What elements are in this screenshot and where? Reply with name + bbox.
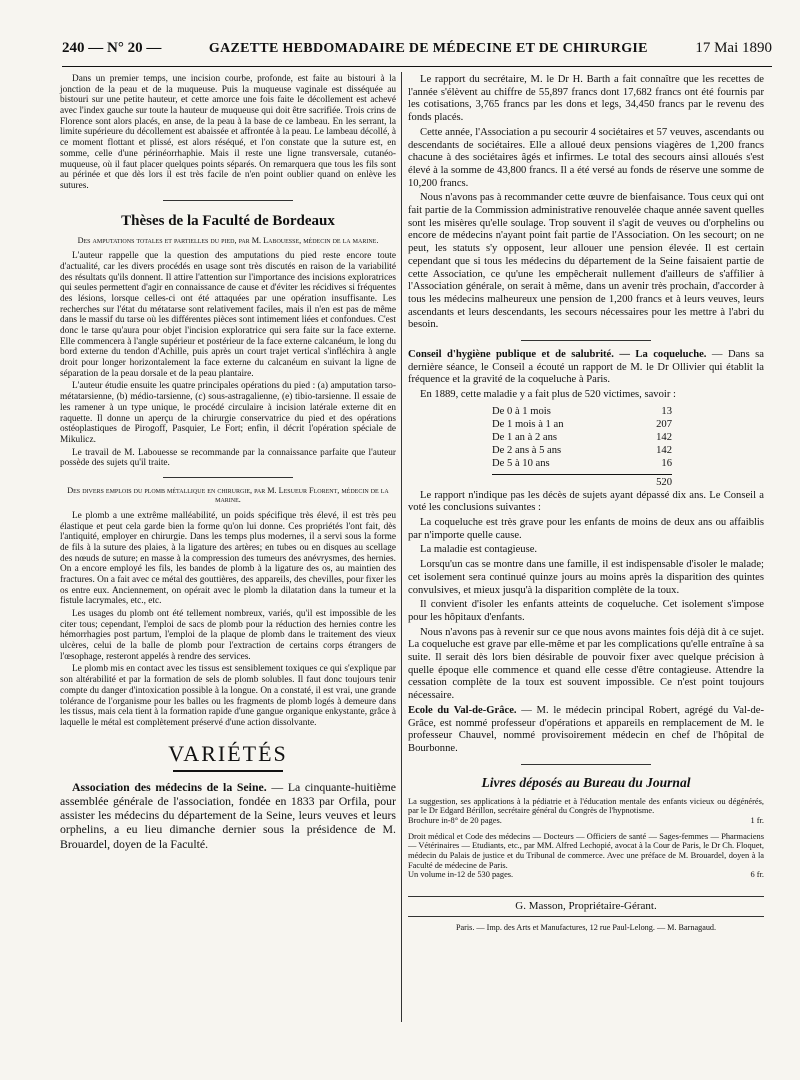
thesis-paragraph-3: Le travail de M. Labouesse se recommande par la connaissance parfaite que l'auteur possède des sujets qu'il traite. (60, 447, 396, 469)
report-paragraph-1: Le rapport du secrétaire, M. le Dr H. Barth a fait connaître que les recettes de l'année s'élèvent au chiffre de 55,897 francs dont 17,682 francs ont été fournis par les cotisations, 3,765 francs par les dons et legs, 34,450 francs par le revenu des fonds placés. (408, 74, 764, 124)
conclusion-intro: Le rapport n'indique pas les décès de sujets ayant dépassé dix ans. Le Conseil a voté les conclusions suivantes : (408, 489, 764, 514)
issue-date: 17 Mai 1890 (695, 40, 772, 56)
separator (521, 340, 651, 341)
varietes-rule (173, 770, 283, 772)
left-column (60, 74, 396, 853)
book-entry-1: La suggestion, ses applications à la pédiatrie et à l'éducation mentale des enfants vicieux ou dégénérés, par le Dr Edgard Bérillon, secrétaire général du Congrès de l'hypnotisme. Brochure in-8° de 20 pages. 1 fr. (408, 796, 764, 826)
victims-intro: En 1889, cette maladie y a fait plus de 520 victimes, savoir : (420, 389, 676, 401)
separator (521, 764, 651, 765)
thesis-paragraph-1: L'auteur rappelle que la question des amputations du pied reste encore toute d'actualité, car les divers procédés en usage sont très discutés en raison de la variabilité des résultats qu'ils donnent. Il attire l'attention sur l'importance des incisions exploratrices qui seules permettent d'agir en connaissance de cause et d'éviter les récidives si fréquentes des lésions, lorsque celles-ci ont été attaquées par une opération insuffisante. Les recherches sur l'état du métatarse sont relativement faciles, mais il n'en est pas de même dans le massif du tarse où les différentes pièces sont intimement liées et confondues. C'est donc le tarse qu'aura pour objet l'incision exploratrice qui sera faite sur la face externe. Elle commencera à l'angle supérieur et postérieur de la face externe calcanéum, le long du bord externe du tendon d'Achille, puis après un court trajet vertical s'infléchira à angle droit pour longer horizontalement la face externe du calcanéum en suivant la ligne de séparation de la peau dorsale et de la peau plantaire. (60, 251, 396, 379)
thesis-subtitle-2: Des divers emplois du plomb métallique en chirurgie, par M. Lesueur Florent, médecin de la marine. (67, 485, 389, 505)
conseil-paragraph (408, 349, 764, 387)
table-total: 520 (492, 474, 672, 490)
report-paragraph-3: Nous n'avons pas à recommander cette œuvre de bienfaisance. Tous ceux qui ont fait partie de la Commission administrative renouvelée chaque année savent quelles sont les misères qu'elle soulage. Trop souvent il s'agit de veuves ou d'orphelins ou encore de médecins n'ayant point fait partie de l'Association. On les secourt; on ne peut, les statuts s'y opposent, leur allouer une pension élevée. Il est certain cependant que si tous les médecins du département de la Seine faisaient partie de cette Association, ce qu'une les empêcherait nullement d'ailleurs de s'affilier à l'Association générale, on serait à même, dans un avenir très prochain, d'accorder à tous les médecins malheureux une pension de 1,200 francs et à leurs veuves, leurs ascendants et leurs descendants, les secours nécessaires pour les mettre à l'abri du besoin. (408, 192, 764, 331)
table-row: De 2 ans à 5 ans 142 (492, 444, 672, 456)
separator (163, 477, 293, 478)
book-entry-2: Droit médical et Code des médecins — Docteurs — Officiers de santé — Sages-femmes — Pharmaciens — Vétérinaires — Etudiants, etc., par MM. Alfred Lechopié, avocat à la Cour de Paris, le Dr Ch. Floquet, médecin du Palais de justice et du Tribunal de commerce. Avec une préface de M. Brouardel, doyen à la Faculté de médecine de Paris. Un volume in-12 de 530 pages. 6 fr. (408, 831, 764, 880)
theses-heading: Thèses de la Faculté de Bordeaux (121, 212, 335, 229)
conseil-text: — Dans sa dernière séance, le Conseil a écouté un rapport de M. le Dr Ollivier qui établit la fréquence et la gravité de la coqueluche à Paris. (408, 349, 765, 386)
association-title: Association des médecins de la Seine. (72, 779, 267, 794)
conclusion-2: La maladie est contagieuse. (420, 544, 538, 556)
table-row: De 0 à 1 mois 13 (492, 405, 672, 417)
column-divider (401, 72, 402, 1022)
page-header (62, 40, 772, 67)
lead-paragraph-3: Le plomb mis en contact avec les tissus est sensiblement toxiques ce qui s'explique par son altérabilité et par la formation de sels de plomb solubles. Il faut donc toujours tenir compte du danger d'intoxication possible à la longue. On a constaté, il est vrai, une grande tolérance de l'organisme pour les balles ou les fragments de plomb logés à demeure dans les tissus, mais cela tient à la formation rapide d'une gangue organique enkystante, grâce à laquelle le métal est complètement préservé d'une action dissolvante. (60, 664, 396, 728)
livres-heading: Livres déposés au Bureau du Journal (481, 774, 691, 790)
conclusion-4: Il convient d'isoler les enfants atteints de coqueluche. Cet isolement s'impose pour les hôpitaux d'enfants. (408, 599, 764, 623)
imprint-line: Paris. — Imp. des Arts et Manufactures, 12 rue Paul-Lelong. — M. Barnagaud. (455, 923, 717, 933)
publisher-line: G. Masson, Propriétaire-Gérant. (408, 896, 764, 917)
commentary-paragraph: Nous n'avons pas à revenir sur ce que nous avons maintes fois déjà dit à ce sujet. La coqueluche est grave par elle-même et par les complications qu'elle entraîne à sa suite. Il serait dès lors bien désirable de pouvoir fixer avec quelque précision à quelle époque elle commence et quand elle cesse d'être contagieuse. Attendre la cessation complète de la toux est souvent impossible. Ce n'est point toujours nécessaire. (408, 626, 764, 702)
surgical-paragraph: Dans un premier temps, une incision courbe, profonde, est faite au bistouri à la jonction de la peau et de la muqueuse. Puis la muqueuse vaginale est disséquée au bistouri sur une petite hauteur, et cette amorce une fois faite le décollement est achevé avec l'index gauche sur toute la hauteur de muqueuse qui doit être sacrifiée. Trois crins de Florence sont alors placés, en anse, de la peau à la base de ce lambeau. En les serrant, la limite supérieure du décollement est abaissée et affrontée à la peau. Le lambeau décollé, à ce moment flottant et plissé, est alors réséqué, et l'on constate que la suture est, en somme, celle d'une périnéorrhaphie. Mais il reste une ligne transversale, cutanéo-muqueuse, où il faut placer quelques points séparés. On remarquera que tous les fils sont au périnée et que dès lors il est très facile de n'en point oublier quand on enlève les sutures. (60, 74, 396, 191)
ecole-title: Ecole du Val-de-Grâce. (408, 704, 517, 716)
victims-table (492, 406, 672, 490)
journal-title: GAZETTE HEBDOMADAIRE DE MÉDECINE ET DE CHIRURGIE (208, 41, 648, 56)
association-text: — La cinquante-huitième assemblée générale de l'association, fondée en 1833 par Orfila, pour assister les médecins du département de la Seine, leurs veuves et leurs orphelins, a eu lieu dimanche dernier sous la présidence de M. Brouardel, doyen de la Faculté. (60, 779, 396, 851)
lead-paragraph-1: Le plomb a une extrême malléabilité, un poids spécifique très élevé, il est très peu élastique et peut cela garde bien la forme qu'on lui donne. Ces propriétés l'ont fait, dès l'antiquité, employer en chirurgie. Dans les temps plus modernes, il a servi sous la forme de fils à la suture des plaies, à la ligature des artères; en tubes ou en disques au scellage des nœuds de suture; en masse à la compression des tumeurs des anévrysmes, des hernies. On a encore employé les fils, les bandes de plomb à la ligature des os, au maintien des fractures. On a fait avec ce métal des gouttières, des appareils, des chevilles, pour fixer les os entre eux. Anciennement, on opérait avec le plomb la dilatation dans la tumeur et la fistule lacrymales, etc., etc. (60, 510, 396, 607)
table-row: De 1 mois à 1 an 207 (492, 418, 672, 430)
table-row: De 1 an à 2 ans 142 (492, 431, 672, 443)
conclusion-1: La coqueluche est très grave pour les enfants de moins de deux ans ou affaiblis par n'importe quelle cause. (408, 516, 764, 541)
thesis-subtitle-1: Des amputations totales et partielles du pied, par M. Labouesse, médecin de la marine. (77, 235, 379, 245)
ecole-paragraph (408, 705, 764, 756)
separator (163, 200, 293, 201)
lead-paragraph-2: Les usages du plomb ont été tellement nombreux, variés, qu'il est impossible de les citer tous; cependant, l'emploi de sacs de plomb pour la réduction des hernies contre les hémorrhagies post partum, l'emploi de la plaque de plomb dans le traitement des vieux ulcères, celui de la balle de plomb pour l'extraction de certains corps étrangers de l'œsophage, resteront appelés à rendre des services. (60, 609, 396, 662)
conseil-title: Conseil d'hygiène publique et de salubrité. — La coqueluche. (408, 349, 707, 361)
thesis-paragraph-2: L'auteur étudie ensuite les quatre principales opérations du pied : (a) amputation tarso-métatarsienne, (b) médio-tarsienne, (c) sous-astragalienne, (e) tibio-tarsienne. Il essaie de les ramener à un type unique, le procédé circulaire à incision latérale externe dit en raquette. Il donne un aperçu de la chirurgie conservatrice du pied et des opérations ostéoplastiques de Pirogoff, Pasquier, Le Fort; enfin, il décrit l'opération spéciale de Mikulicz. (60, 381, 396, 445)
conclusion-3: Lorsqu'un cas se montre dans une famille, il est indispensable d'isoler le malade; cet isolement sera continué quinze jours au moins après la disparition des quintes convulsives, et mieux jusqu'à la disparition complète de la toux. (408, 559, 764, 596)
varietes-heading: VARIÉTÉS (168, 740, 288, 766)
ecole-text: — M. le médecin principal Robert, agrégé du Val-de-Grâce, est nommé professeur d'opérations et appareils en remplacement de M. le professeur Chauvel, nommé provisoirement médecin en chef de l'hôpital de Bourbonne. (408, 704, 764, 754)
association-paragraph (60, 780, 396, 851)
right-column (408, 74, 764, 935)
table-row: De 5 à 10 ans 16 (492, 457, 672, 469)
page-number: 240 — N° 20 — (62, 40, 162, 56)
report-paragraph-2: Cette année, l'Association a pu secourir 4 sociétaires et 57 veuves, ascendants ou descendants de sociétaires. Elle a alloué deux pensions viagères de 1,200 francs chacune à des sociétaires âgés et infirmes. Le total des secours ainsi alloués s'est élevé à la somme de 43,800 francs. Il a été versé au fonds de réserve une somme de 10,200 francs. (408, 126, 764, 189)
